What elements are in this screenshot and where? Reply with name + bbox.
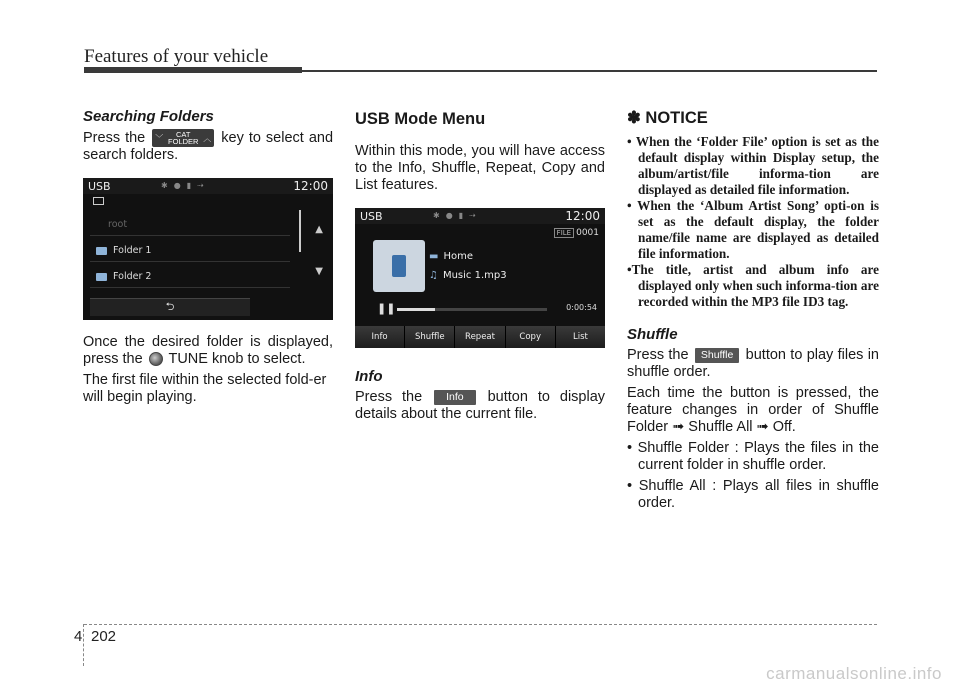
shuffle-heading: Shuffle <box>627 326 678 343</box>
usb-drive-icon <box>392 255 406 277</box>
footer-vertical-divider <box>83 624 84 666</box>
usb-mode-menu-text: Within this mode, you will have access to the Info, Shuffle, Repeat, Copy and List features. <box>355 143 605 193</box>
pause-icon[interactable]: ❚❚ <box>377 302 396 315</box>
folder-label: FOLDER <box>168 137 199 146</box>
shuffle-button-glyph: Shuffle <box>695 348 740 363</box>
elapsed-time: 0:00:54 <box>566 303 597 312</box>
searching-folders-text-1: Press the ﹀ CAT FOLDER ︿ key to select and search folders. <box>83 129 334 163</box>
progress-bar[interactable] <box>397 308 547 311</box>
screen-mode-label: USB <box>88 179 111 193</box>
shuffle-bullet: • Shuffle All : Plays all files in shuffle order. <box>627 478 879 511</box>
file-counter <box>554 228 599 238</box>
notice-heading: ✽ NOTICE <box>627 109 708 127</box>
info-button-glyph: Info <box>434 390 476 405</box>
watermark: carmanualsonline.info <box>766 664 942 683</box>
screen-clock: 12:00 <box>293 179 328 193</box>
screen-info-button[interactable]: Info <box>355 326 404 348</box>
shuffle-text-2: Each time the button is pressed, the feature changes in order of Shuffle Folder ➟ Shuffle All ➟ Off. <box>627 385 879 435</box>
scrollbar[interactable] <box>299 210 301 252</box>
page-number: 202 <box>91 628 117 645</box>
bluetooth-icon: ✱ <box>161 181 168 190</box>
folder-name-row: ▬ Home <box>429 251 473 262</box>
folder-icon: ▬ <box>429 251 439 262</box>
searching-folders-text-2: Once the desired folder is displayed, press the TUNE knob to select. <box>83 334 333 367</box>
notice-item: •The title, artist and album info are displayed only when such informa-tion are recorded within the MP3 file ID3 tag. <box>627 262 879 309</box>
shuffle-text-1: Press the Shuffle button to play files in shuffle order. <box>627 347 879 380</box>
shuffle-bullets <box>627 440 879 512</box>
progress-fill <box>397 308 435 311</box>
screen-copy-button[interactable]: Copy <box>506 326 555 348</box>
back-icon: ⮌ <box>165 300 175 313</box>
chapter-number: 4 <box>74 628 83 645</box>
column-searching-folders <box>83 108 333 410</box>
folder-icon <box>96 273 107 281</box>
back-button[interactable] <box>90 298 250 316</box>
folder-icon <box>96 247 107 255</box>
screen-clock: 12:00 <box>565 209 600 223</box>
cat-label: CAT <box>176 129 191 139</box>
usb-icon: ⇢ <box>469 211 476 220</box>
header-line <box>302 70 877 72</box>
screen-mode-label: USB <box>360 209 383 223</box>
track-name-row: ♫ Music 1.mp3 <box>429 270 507 281</box>
signal-icon: ● <box>445 211 453 220</box>
bluetooth-icon: ✱ <box>433 211 440 220</box>
usb-playback-screen <box>355 208 605 348</box>
tune-knob-icon <box>149 352 163 366</box>
searching-folders-text-3: The first file within the selected fold-er will begin playing. <box>83 372 327 405</box>
header-title: Features of your vehicle <box>84 46 269 67</box>
folder-list-screen <box>83 178 333 320</box>
album-art <box>373 240 425 292</box>
notice-list <box>627 134 879 310</box>
column-notice-shuffle <box>627 108 879 516</box>
signal-icon: ● <box>173 181 181 190</box>
scroll-down-icon[interactable]: ▼ <box>315 266 323 277</box>
file-number: 0001 <box>576 228 599 238</box>
folder-row-2[interactable]: Folder 2 <box>90 266 290 288</box>
screen-status-bar <box>355 208 605 224</box>
notice-item: • When the ‘Folder File’ option is set as the default display within Display setup, the album/artist/file informa-tion are displayed as detailed file information. <box>627 134 879 197</box>
usb-icon: ⇢ <box>197 181 204 190</box>
folder-row-root[interactable]: root <box>90 214 290 236</box>
info-text: Press the Info button to display details about the current file. <box>355 389 606 422</box>
footer-divider <box>84 624 877 625</box>
chevron-up-icon: ︿ <box>203 133 212 143</box>
battery-icon: ▮ <box>458 211 464 220</box>
searching-folders-heading: Searching Folders <box>83 108 214 125</box>
screen-repeat-button[interactable]: Repeat <box>455 326 504 348</box>
screen-shuffle-button[interactable]: Shuffle <box>405 326 454 348</box>
file-tag: FILE <box>554 228 574 238</box>
shuffle-bullet: • Shuffle Folder : Plays the files in the current folder in shuffle order. <box>627 440 879 473</box>
info-heading: Info <box>355 368 383 385</box>
header-bar <box>84 67 302 73</box>
chevron-down-icon: ﹀ <box>155 133 164 143</box>
music-note-icon: ♫ <box>429 270 438 281</box>
folder-open-icon <box>93 197 104 205</box>
notice-item: • When the ‘Album Artist Song’ opti-on is set as the default display, the folder name/file name are displayed as detailed file information. <box>627 198 879 261</box>
cat-folder-key <box>152 129 214 147</box>
screen-status-bar <box>83 178 333 194</box>
column-usb-mode-menu <box>355 108 605 427</box>
scroll-up-icon[interactable]: ▲ <box>315 224 323 235</box>
folder-row-1[interactable]: Folder 1 <box>90 240 290 262</box>
screen-button-bar <box>355 326 605 348</box>
usb-mode-menu-heading: USB Mode Menu <box>355 110 486 128</box>
screen-list-button[interactable]: List <box>556 326 605 348</box>
battery-icon: ▮ <box>186 181 192 190</box>
